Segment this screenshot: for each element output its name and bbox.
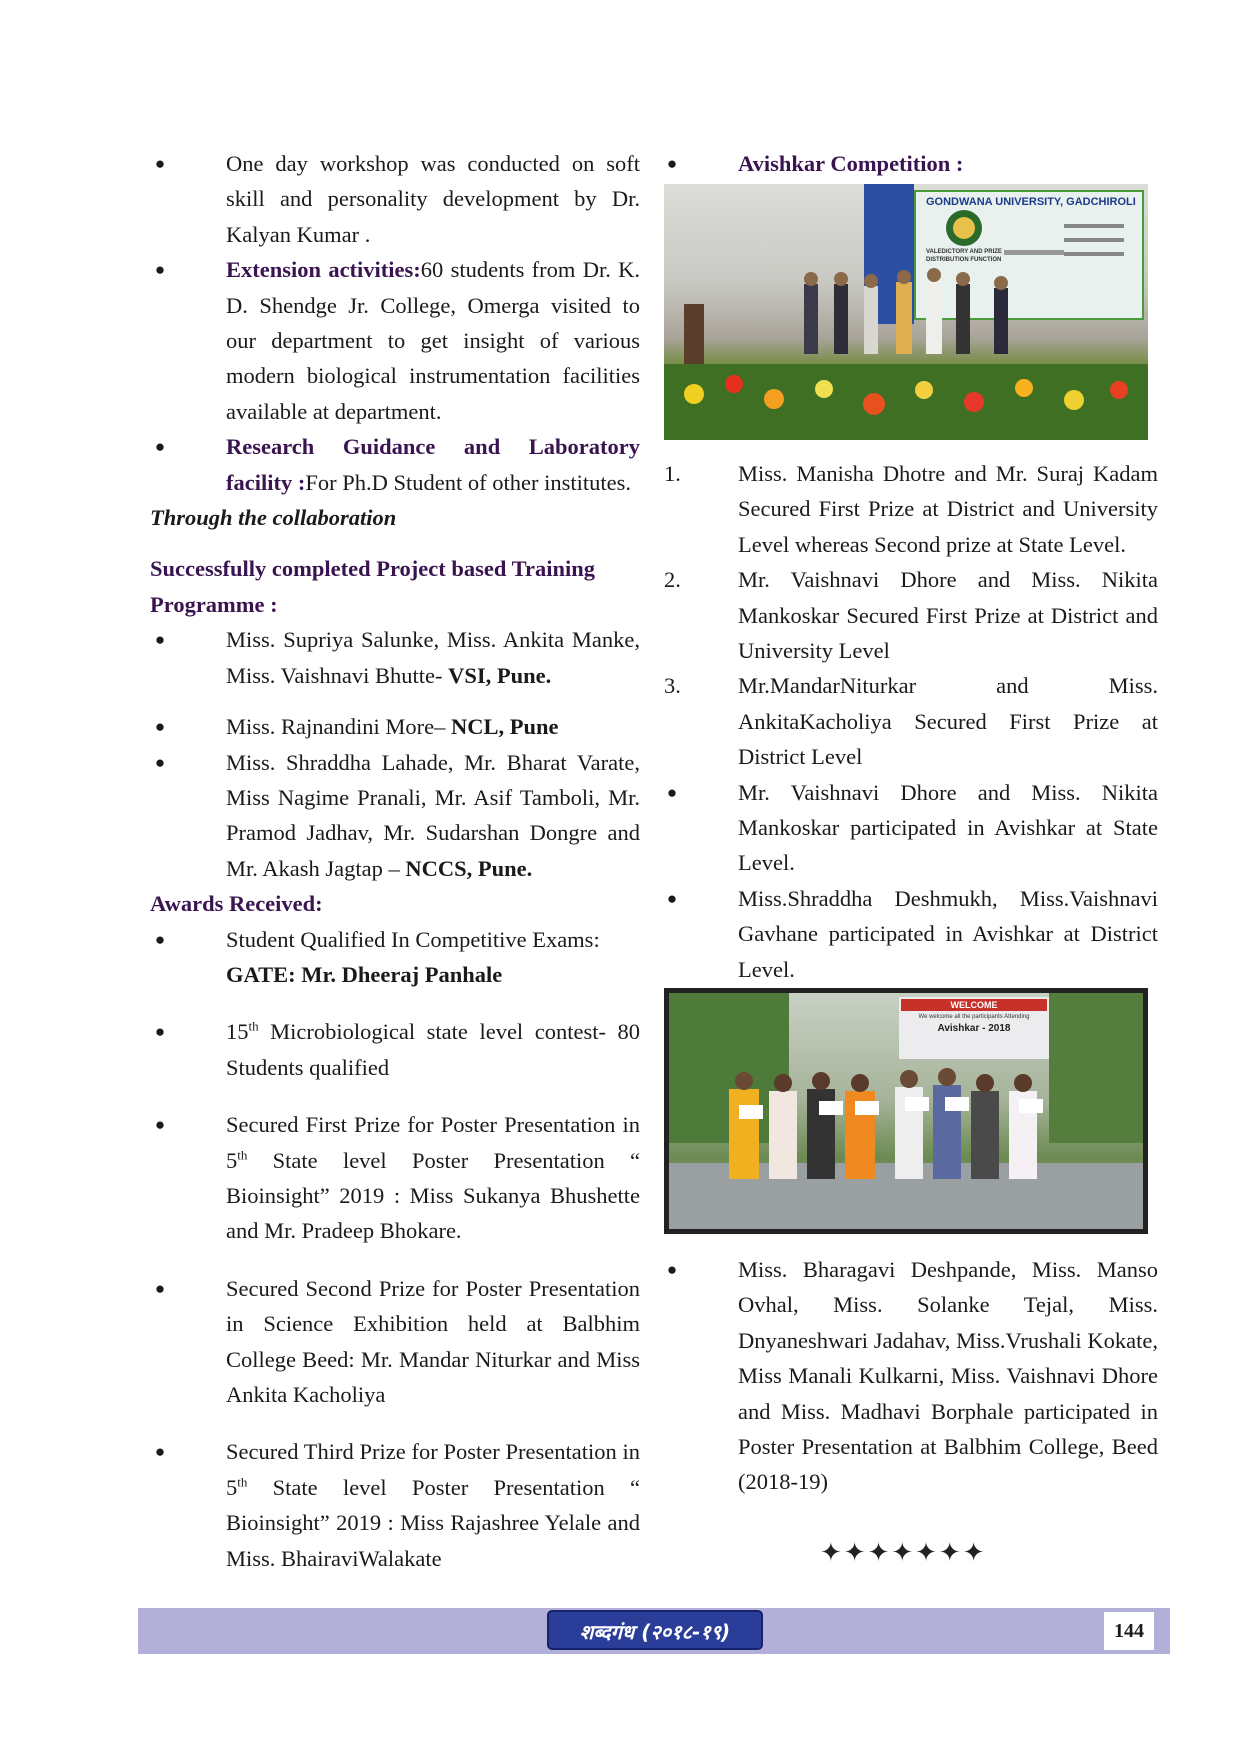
decorative-stars: ✦✦✦✦✦✦✦ [820, 1538, 987, 1568]
bullet-icon: ● [154, 437, 166, 457]
bullet-icon: ● [666, 782, 678, 802]
extension-heading: Extension activities: [226, 257, 421, 283]
award-third-prize: ● Secured Third Prize for Poster Presentation in 5th State level Poster Presentation “ Bioinsight” 2019 : Miss Rajashree Yelale and Miss. BhairaviWalakate [150, 1434, 640, 1576]
poster-participation: ● Miss. Bharagavi Deshpande, Miss. Manso Ovhal, Miss. Solanke Tejal, Miss. Dnyaneshwari Jadahav, Miss.Vrushali Kokate, Miss Manali Kulkarni, Miss. Vaishnavi Dhore and Miss. Madhavi Borphale participated in Poster Presentation at Balbhim College, Beed (2018-19) [662, 1252, 1158, 1500]
photo1-sub-text: VALEDICTORY AND PRIZE DISTRIBUTION FUNCTION [926, 249, 1002, 263]
training-title: Successfully completed Project based Training Programme : [150, 556, 595, 617]
training-item-vsi: ● Miss. Supriya Salunke, Miss. Ankita Manke, Miss. Vaishnavi Bhutte- VSI, Pune. [150, 622, 640, 693]
stage-scene [664, 184, 1148, 440]
avishkar-result-2: 2. Mr. Vaishnavi Dhore and Miss. Nikita Mankoskar Secured First Prize at District and University Level [664, 567, 1158, 664]
avishkar-state-participation: ● Mr. Vaishnavi Dhore and Miss. Nikita Mankoskar participated in Avishkar at State Level. [662, 775, 1158, 881]
photo2-line-text: We welcome all the participants Attending [918, 1014, 1030, 1020]
award-gate: ● Student Qualified In Competitive Exams: GATE: Mr. Dheeraj Panhale [150, 922, 640, 993]
research-heading: Research Guidance and Laboratory facility : [226, 434, 640, 495]
bullet-research: ● Research Guidance and Laboratory facility :For Ph.D Student of other institutes. [150, 429, 640, 500]
avishkar-district-participation: ● Miss.Shraddha Deshmukh, Miss.Vaishnavi Gavhane participated in Avishkar at District Level. [662, 881, 1158, 987]
bullet-icon: ● [154, 1022, 166, 1042]
award-first-prize: ● Secured First Prize for Poster Presentation in 5th State level Poster Presentation “ Bioinsight” 2019 : Miss Sukanya Bhushette and Mr. Pradeep Bhokare. [150, 1107, 640, 1249]
bullet-icon: ● [154, 1115, 166, 1135]
bullet-icon: ● [154, 154, 166, 173]
left-column [150, 146, 640, 1576]
photo2-welcome-text: WELCOME [950, 1000, 998, 1010]
award-microbiology: ● 15th Microbiological state level contest- 80 Students qualified [150, 1014, 640, 1085]
avishkar-result-3: 3. Mr.MandarNiturkar and Miss. AnkitaKacholiya Secured First Prize at District Level [664, 673, 1158, 770]
avishkar-heading-item [662, 146, 1158, 181]
photo-prize-distribution [664, 184, 1148, 440]
bullet-icon: ● [666, 888, 678, 908]
bullet-icon: ● [666, 1260, 678, 1279]
bullet-icon: ● [154, 717, 166, 737]
bullet-extension: ● Extension activities:60 students from Dr. K. D. Shendge Jr. College, Omerga visited to our department to get insight of various modern biological instrumentation facilities available at department. [150, 252, 640, 429]
training-item-ncl: ● Miss. Rajnandini More– NCL, Pune [150, 709, 640, 744]
page-number: 144 [1104, 1612, 1154, 1650]
collaboration-subheading: Through the collaboration [150, 505, 397, 531]
avishkar-title: Avishkar Competition : [738, 151, 964, 176]
bullet-icon: ● [154, 1442, 166, 1462]
bullet-icon: ● [154, 1278, 166, 1298]
bullet-icon: ● [154, 260, 166, 280]
bullet-workshop: ● One day workshop was conducted on soft skill and personality development by Dr. Kalyan Kumar . [150, 146, 640, 252]
bullet-icon: ● [154, 752, 166, 772]
photo-group-avishkar [664, 988, 1148, 1234]
bullet-icon: ● [154, 929, 166, 949]
right-column-list [662, 456, 1158, 987]
bullet-icon: ● [154, 630, 166, 650]
photo1-banner-text: GONDWANA UNIVERSITY, GADCHIROLI [926, 196, 1136, 208]
footer-journal-title: शब्दगंध (२०१८-१९) [547, 1610, 763, 1650]
right-column-poster [662, 1252, 1158, 1500]
award-second-prize: ● Secured Second Prize for Poster Presentation in Science Exhibition held at Balbhim College Beed: Mr. Mandar Niturkar and Miss Ankita Kacholiya [150, 1271, 640, 1413]
avishkar-result-1: 1. Miss. Manisha Dhotre and Mr. Suraj Kadam Secured First Prize at District and University Level whereas Second prize at State Level. [664, 461, 1158, 557]
training-item-nccs: ● Miss. Shraddha Lahade, Mr. Bharat Varate, Miss Nagime Pranali, Mr. Asif Tamboli, Mr. Pramod Jadhav, Mr. Sudarshan Dongre and Mr. Akash Jagtap – NCCS, Pune. [150, 745, 640, 887]
right-column [662, 146, 1158, 181]
bullet-icon: ● [666, 154, 678, 173]
photo2-title-text: Avishkar - 2018 [937, 1023, 1011, 1034]
awards-title: Awards Received: [150, 891, 323, 917]
